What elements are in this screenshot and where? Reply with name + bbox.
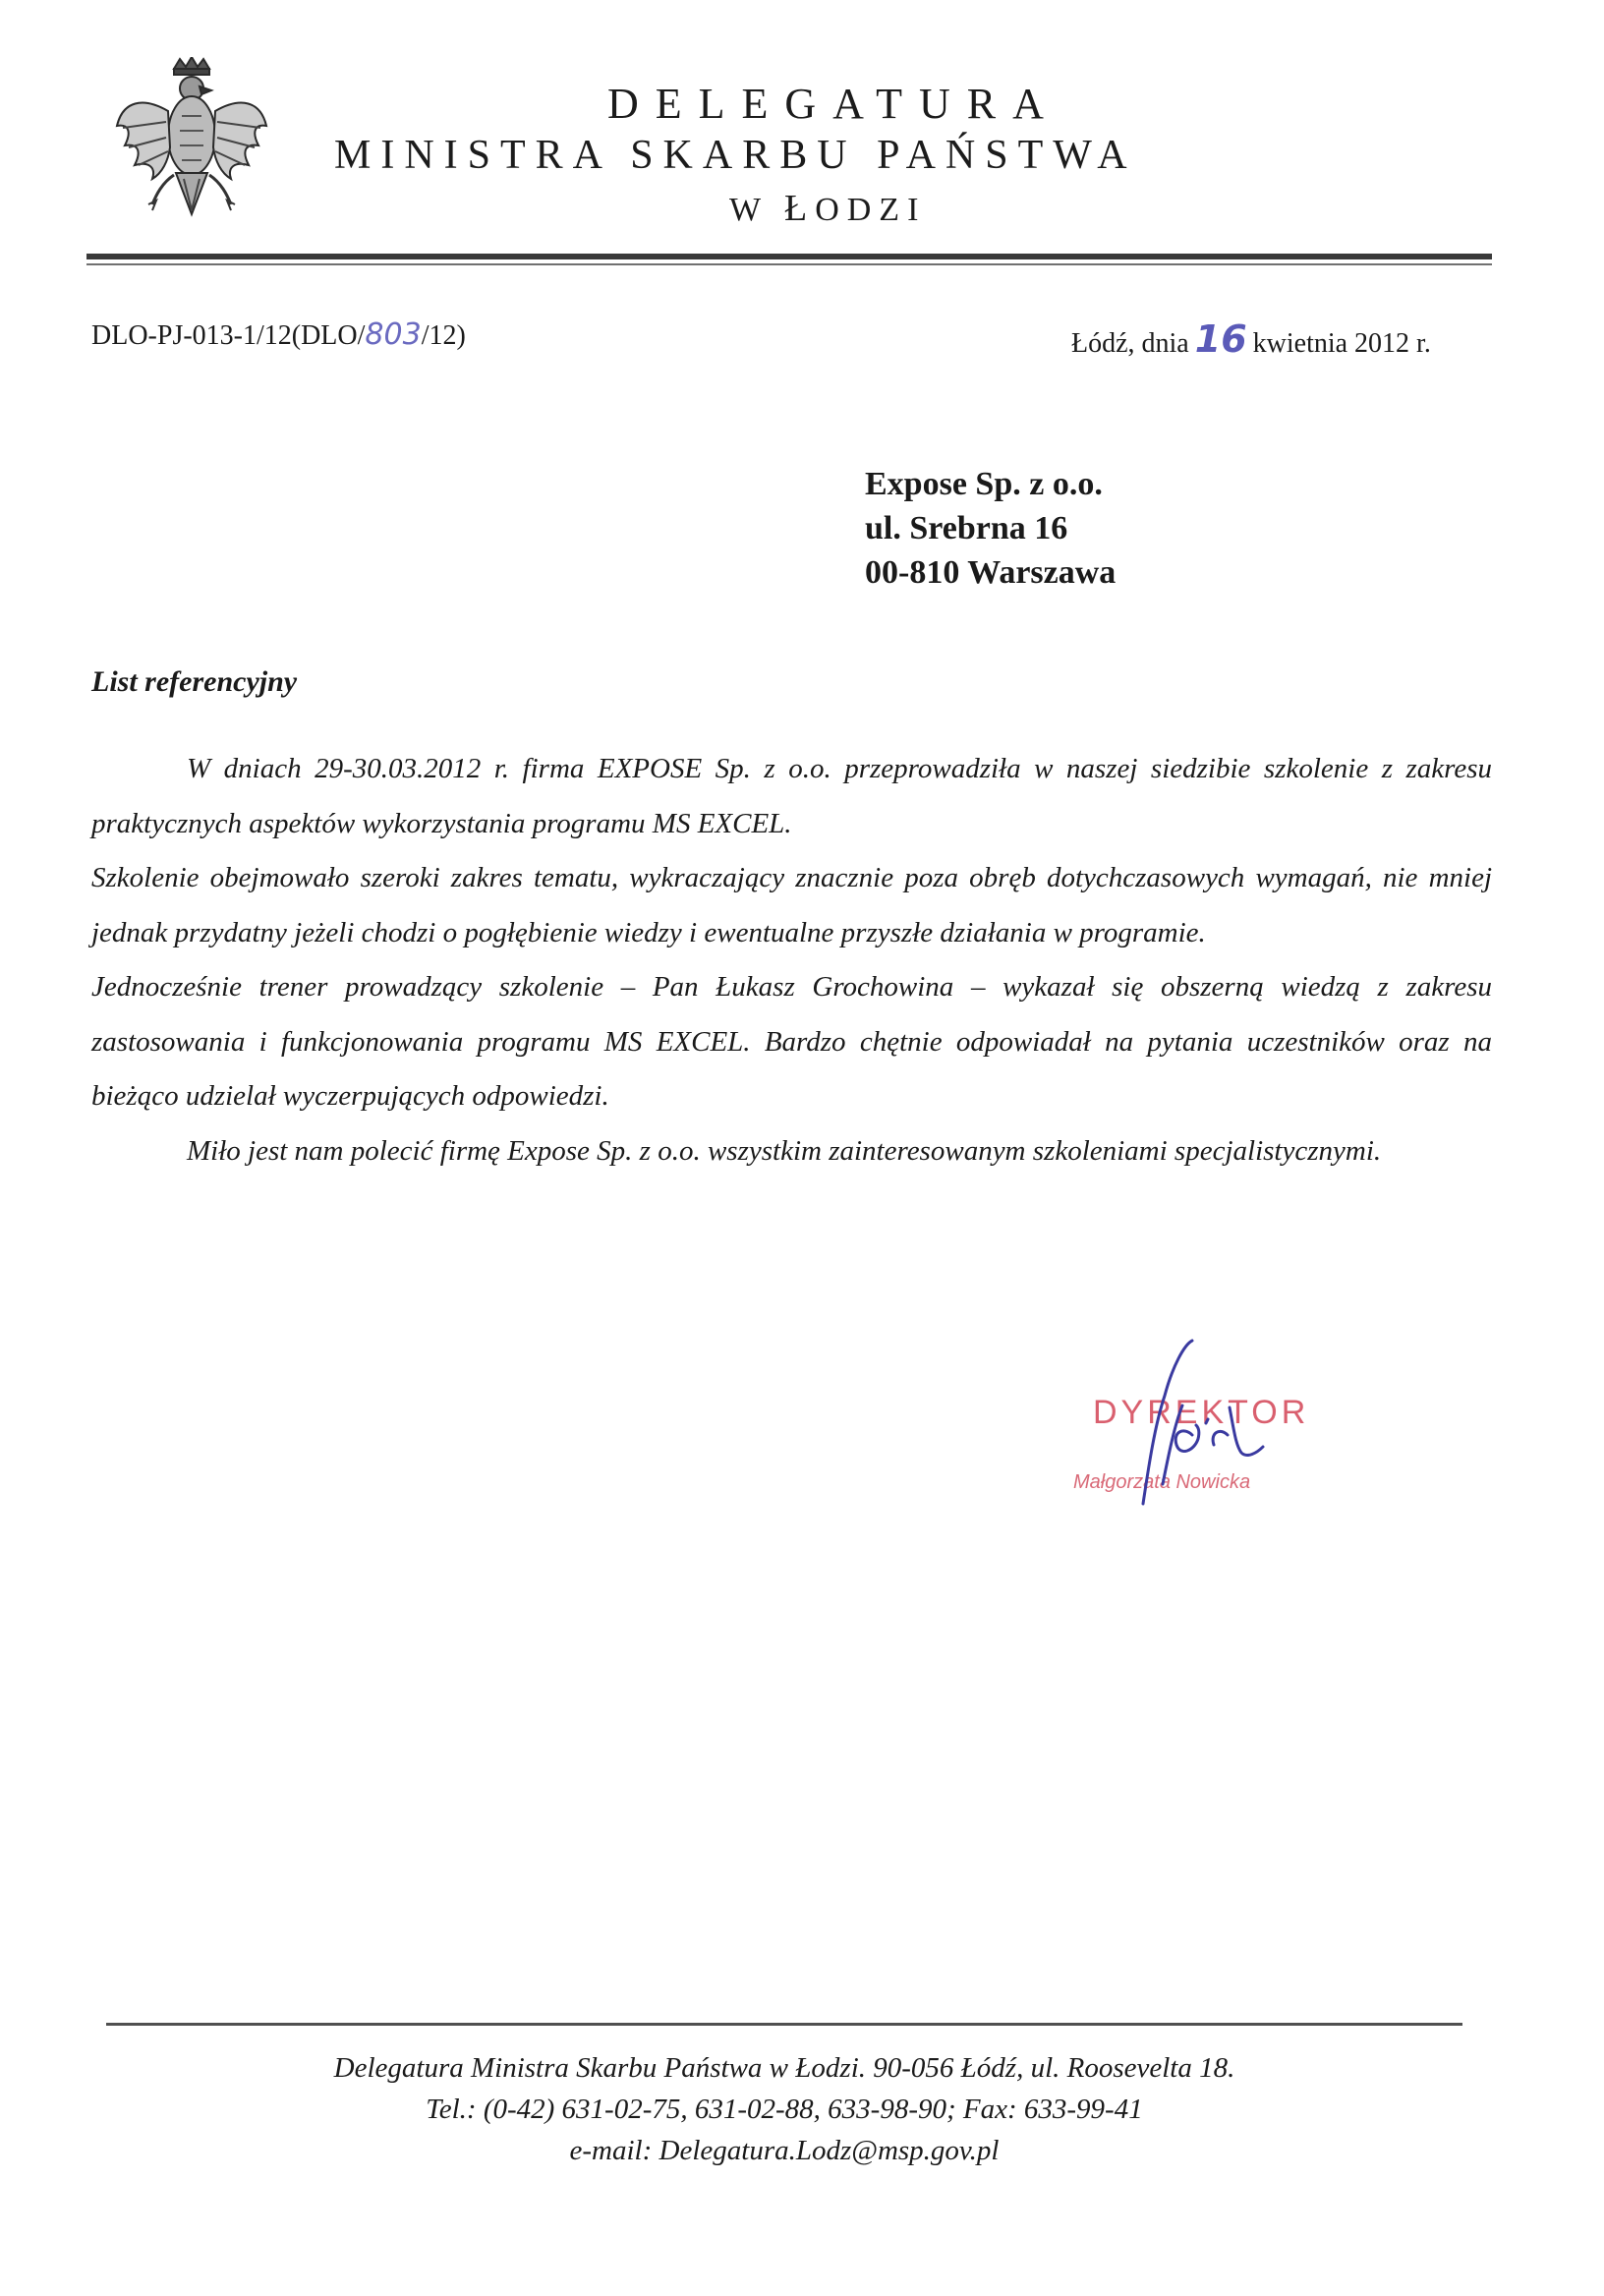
paragraph-2: Szkolenie obejmowało szeroki zakres tematu, wykraczający znacznie poza obręb dotychczasowych wymagań, nie mniej jednak przydatny jeżeli chodzi o pogłębienie wiedzy i ewentualne przyszłe działania w programie. bbox=[91, 862, 1492, 948]
header-line-1: DELEGATURA bbox=[607, 80, 1060, 128]
header-line-3-prefix: W bbox=[729, 192, 769, 228]
letter-subject: List referencyjny bbox=[91, 665, 298, 698]
header-divider-thick bbox=[86, 254, 1492, 259]
header-line-3 bbox=[729, 187, 926, 230]
polish-eagle-emblem-icon bbox=[113, 57, 270, 232]
footer bbox=[106, 2047, 1462, 2171]
header-divider-thin bbox=[86, 263, 1492, 265]
stamp-name: Małgorzata Nowicka bbox=[1073, 1471, 1251, 1493]
letter-body bbox=[91, 742, 1492, 1178]
reference-suffix: /12) bbox=[421, 320, 466, 351]
header-line-2: MINISTRA SKARBU PAŃSTWA bbox=[334, 133, 1137, 178]
footer-address: Delegatura Ministra Skarbu Państwa w Łodzi. 90-056 Łódź, ul. Roosevelta 18. bbox=[333, 2052, 1235, 2084]
paragraph-1: W dniach 29-30.03.2012 r. firma EXPOSE Sp. z o.o. przeprowadziła w naszej siedzibie szkolenie z zakresu praktycznych aspektów wykorzystania programu MS EXCEL. bbox=[91, 753, 1492, 839]
header-line-3-rest: ODZI bbox=[815, 192, 927, 228]
date-suffix: kwietnia 2012 r. bbox=[1252, 328, 1431, 359]
footer-phone: Tel.: (0-42) 631-02-75, 631-02-88, 633-98-90; Fax: 633-99-41 bbox=[426, 2094, 1143, 2125]
reference-number bbox=[91, 317, 466, 352]
header-line-3-cap: Ł bbox=[783, 188, 816, 229]
handwritten-signature bbox=[1066, 1337, 1342, 1514]
recipient-line-3: 00-810 Warszawa bbox=[865, 554, 1117, 591]
reference-handwritten-number: 803 bbox=[365, 317, 422, 352]
footer-email: e-mail: Delegatura.Lodz@msp.gov.pl bbox=[569, 2135, 1000, 2166]
reference-prefix: DLO-PJ-013-1/12(DLO/ bbox=[91, 320, 366, 351]
recipient-line-1: Expose Sp. z o.o. bbox=[865, 466, 1103, 502]
recipient-line-2: ul. Srebrna 16 bbox=[865, 510, 1068, 546]
paragraph-4: Miło jest nam polecić firmę Expose Sp. z o.o. wszystkim zainteresowanym szkoleniami specjalistycznymi. bbox=[187, 1134, 1382, 1167]
paragraph-3: Jednocześnie trener prowadzący szkolenie – Pan Łukasz Grochowina – wykazał się obszerną wiedzą z zakresu zastosowania i funkcjonowania programu MS EXCEL. Bardzo chętnie odpowiadał na pytania uczestników oraz na bieżąco udzielał wyczerpujących odpowiedzi. bbox=[91, 971, 1492, 1112]
date-handwritten-day: 16 bbox=[1194, 317, 1247, 361]
footer-divider bbox=[106, 2023, 1462, 2026]
letter-date bbox=[1071, 317, 1431, 361]
recipient-address bbox=[865, 462, 1116, 595]
stamp-title: DYREKTOR bbox=[1093, 1394, 1310, 1431]
date-prefix: Łódź, dnia bbox=[1071, 328, 1189, 359]
